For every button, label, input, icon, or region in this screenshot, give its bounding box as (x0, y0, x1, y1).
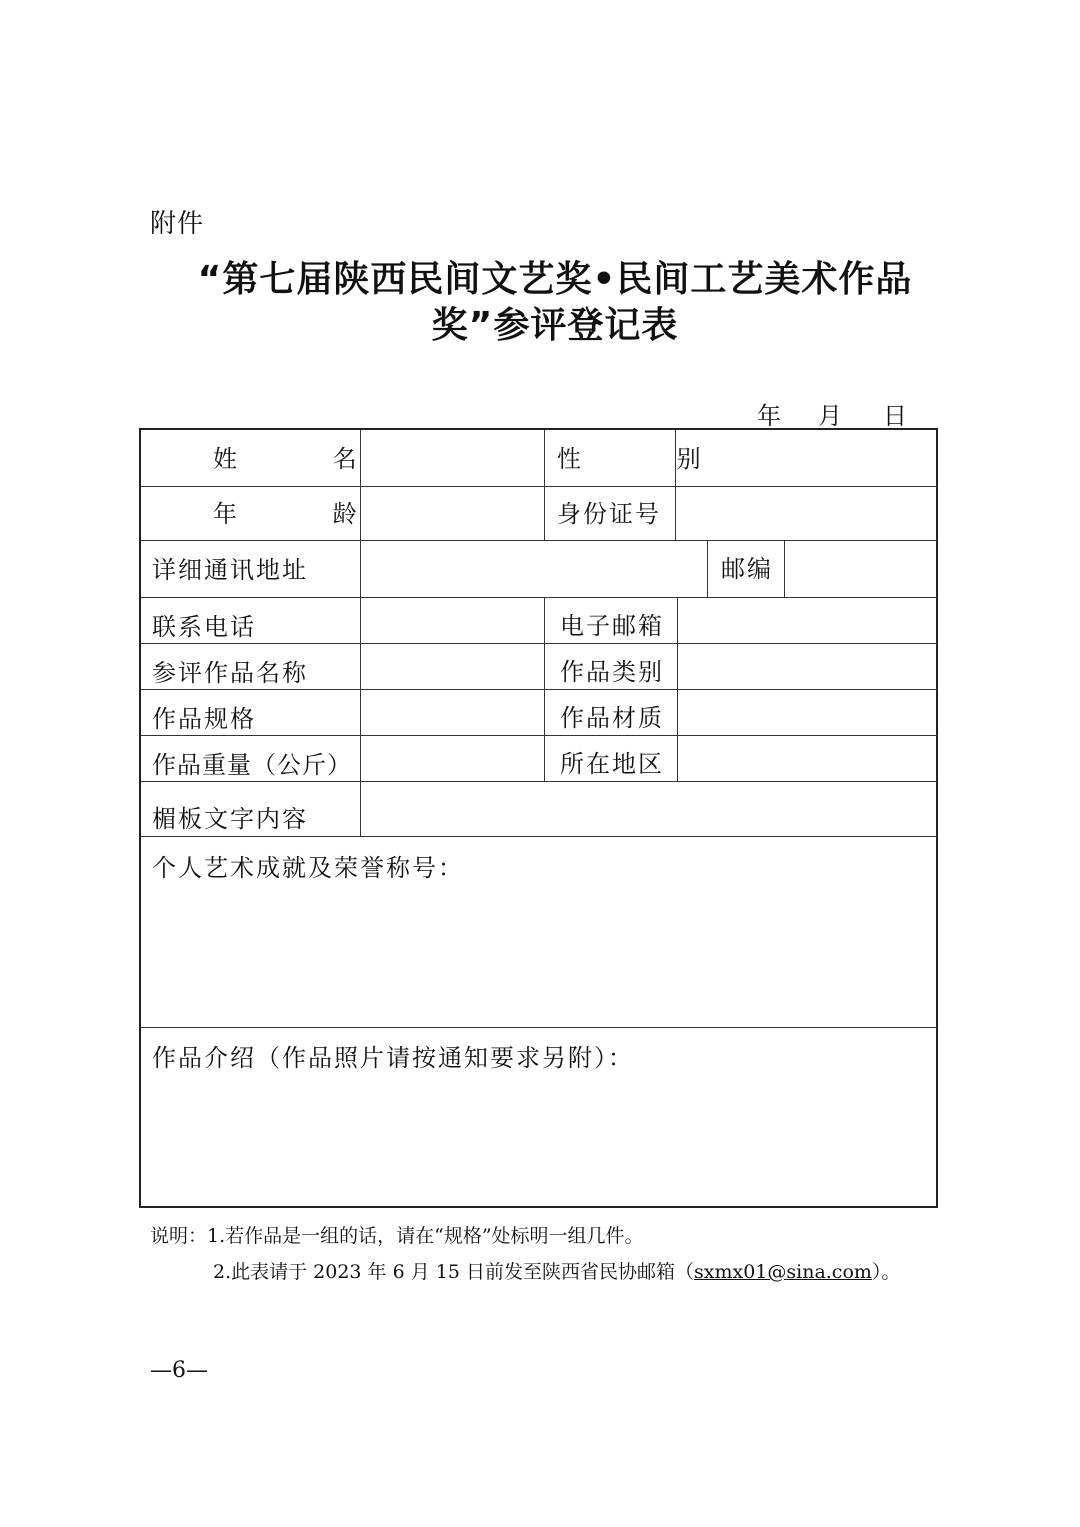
row-divider (141, 781, 938, 782)
row-divider (141, 689, 938, 690)
work-material-label: 作品材质 (560, 704, 664, 732)
work-spec-field[interactable] (362, 691, 542, 733)
email-field[interactable] (679, 599, 936, 641)
age-field[interactable] (362, 488, 542, 538)
work-spec-label: 作品规格 (152, 705, 256, 733)
work-title-label: 参评作品名称 (152, 659, 308, 687)
region-field[interactable] (679, 737, 936, 779)
note-line-2 (213, 1257, 900, 1284)
address-label: 详细通讯地址 (152, 556, 308, 584)
region-label: 所在地区 (560, 750, 664, 778)
introduction-field[interactable] (143, 1080, 936, 1206)
row-divider (141, 486, 938, 487)
age-label: 年 龄 (213, 500, 401, 528)
gender-field[interactable] (677, 432, 936, 484)
work-material-field[interactable] (679, 691, 936, 733)
work-title-field[interactable] (362, 645, 542, 687)
work-weight-label: 作品重量（公斤） (152, 751, 352, 779)
row-divider (141, 540, 938, 541)
contact-email-link[interactable]: sxmx01@sina.com (694, 1261, 872, 1283)
row-divider (141, 1027, 938, 1028)
address-field[interactable] (362, 542, 705, 595)
name-field[interactable] (362, 432, 542, 484)
introduction-label: 作品介绍（作品照片请按通知要求另附）： (152, 1044, 634, 1072)
name-label: 姓 名 (213, 445, 401, 473)
row-divider (141, 597, 938, 598)
column-divider (544, 597, 545, 781)
column-divider (677, 597, 678, 781)
row-divider (141, 735, 938, 736)
document-title-line-1: “第七届陕西民间文艺奖•民间工艺美术作品 (197, 259, 913, 300)
attachment-label: 附件 (150, 209, 205, 239)
gender-label: 性 别 (557, 445, 745, 473)
column-divider (707, 540, 708, 597)
work-category-label: 作品类别 (560, 658, 664, 686)
work-category-field[interactable] (679, 645, 936, 687)
document-title-line-2: 奖”参评登记表 (431, 305, 679, 346)
id-number-field[interactable] (677, 488, 936, 538)
phone-label: 联系电话 (152, 613, 256, 641)
column-divider (544, 430, 545, 540)
row-divider (141, 643, 938, 644)
postcode-label: 邮编 (721, 555, 773, 583)
id-number-label: 身份证号 (557, 500, 661, 528)
date-month-label: 月 (818, 402, 842, 430)
note-line-2-suffix: ）。 (871, 1261, 901, 1283)
phone-field[interactable] (362, 599, 542, 641)
postcode-field[interactable] (786, 542, 936, 595)
registration-form-table (139, 428, 938, 1208)
page-number: —6— (150, 1358, 208, 1383)
work-weight-field[interactable] (362, 737, 542, 779)
achievements-label: 个人艺术成就及荣誉称号： (152, 854, 464, 882)
note-line-1: 说明：1.若作品是一组的话，请在“规格”处标明一组几件。 (150, 1225, 644, 1247)
note-line-2-prefix: 2.此表请于 2023 年 6 月 15 日前发至陕西省民协邮箱（ (213, 1261, 694, 1283)
date-day-label: 日 (883, 402, 907, 430)
column-divider (784, 540, 785, 597)
plaque-text-label: 楣板文字内容 (152, 805, 308, 833)
achievements-field[interactable] (143, 890, 936, 1025)
email-label: 电子邮箱 (560, 612, 664, 640)
column-divider (360, 430, 361, 836)
plaque-text-field[interactable] (362, 783, 936, 834)
date-year-label: 年 (757, 402, 781, 430)
row-divider (141, 836, 938, 837)
